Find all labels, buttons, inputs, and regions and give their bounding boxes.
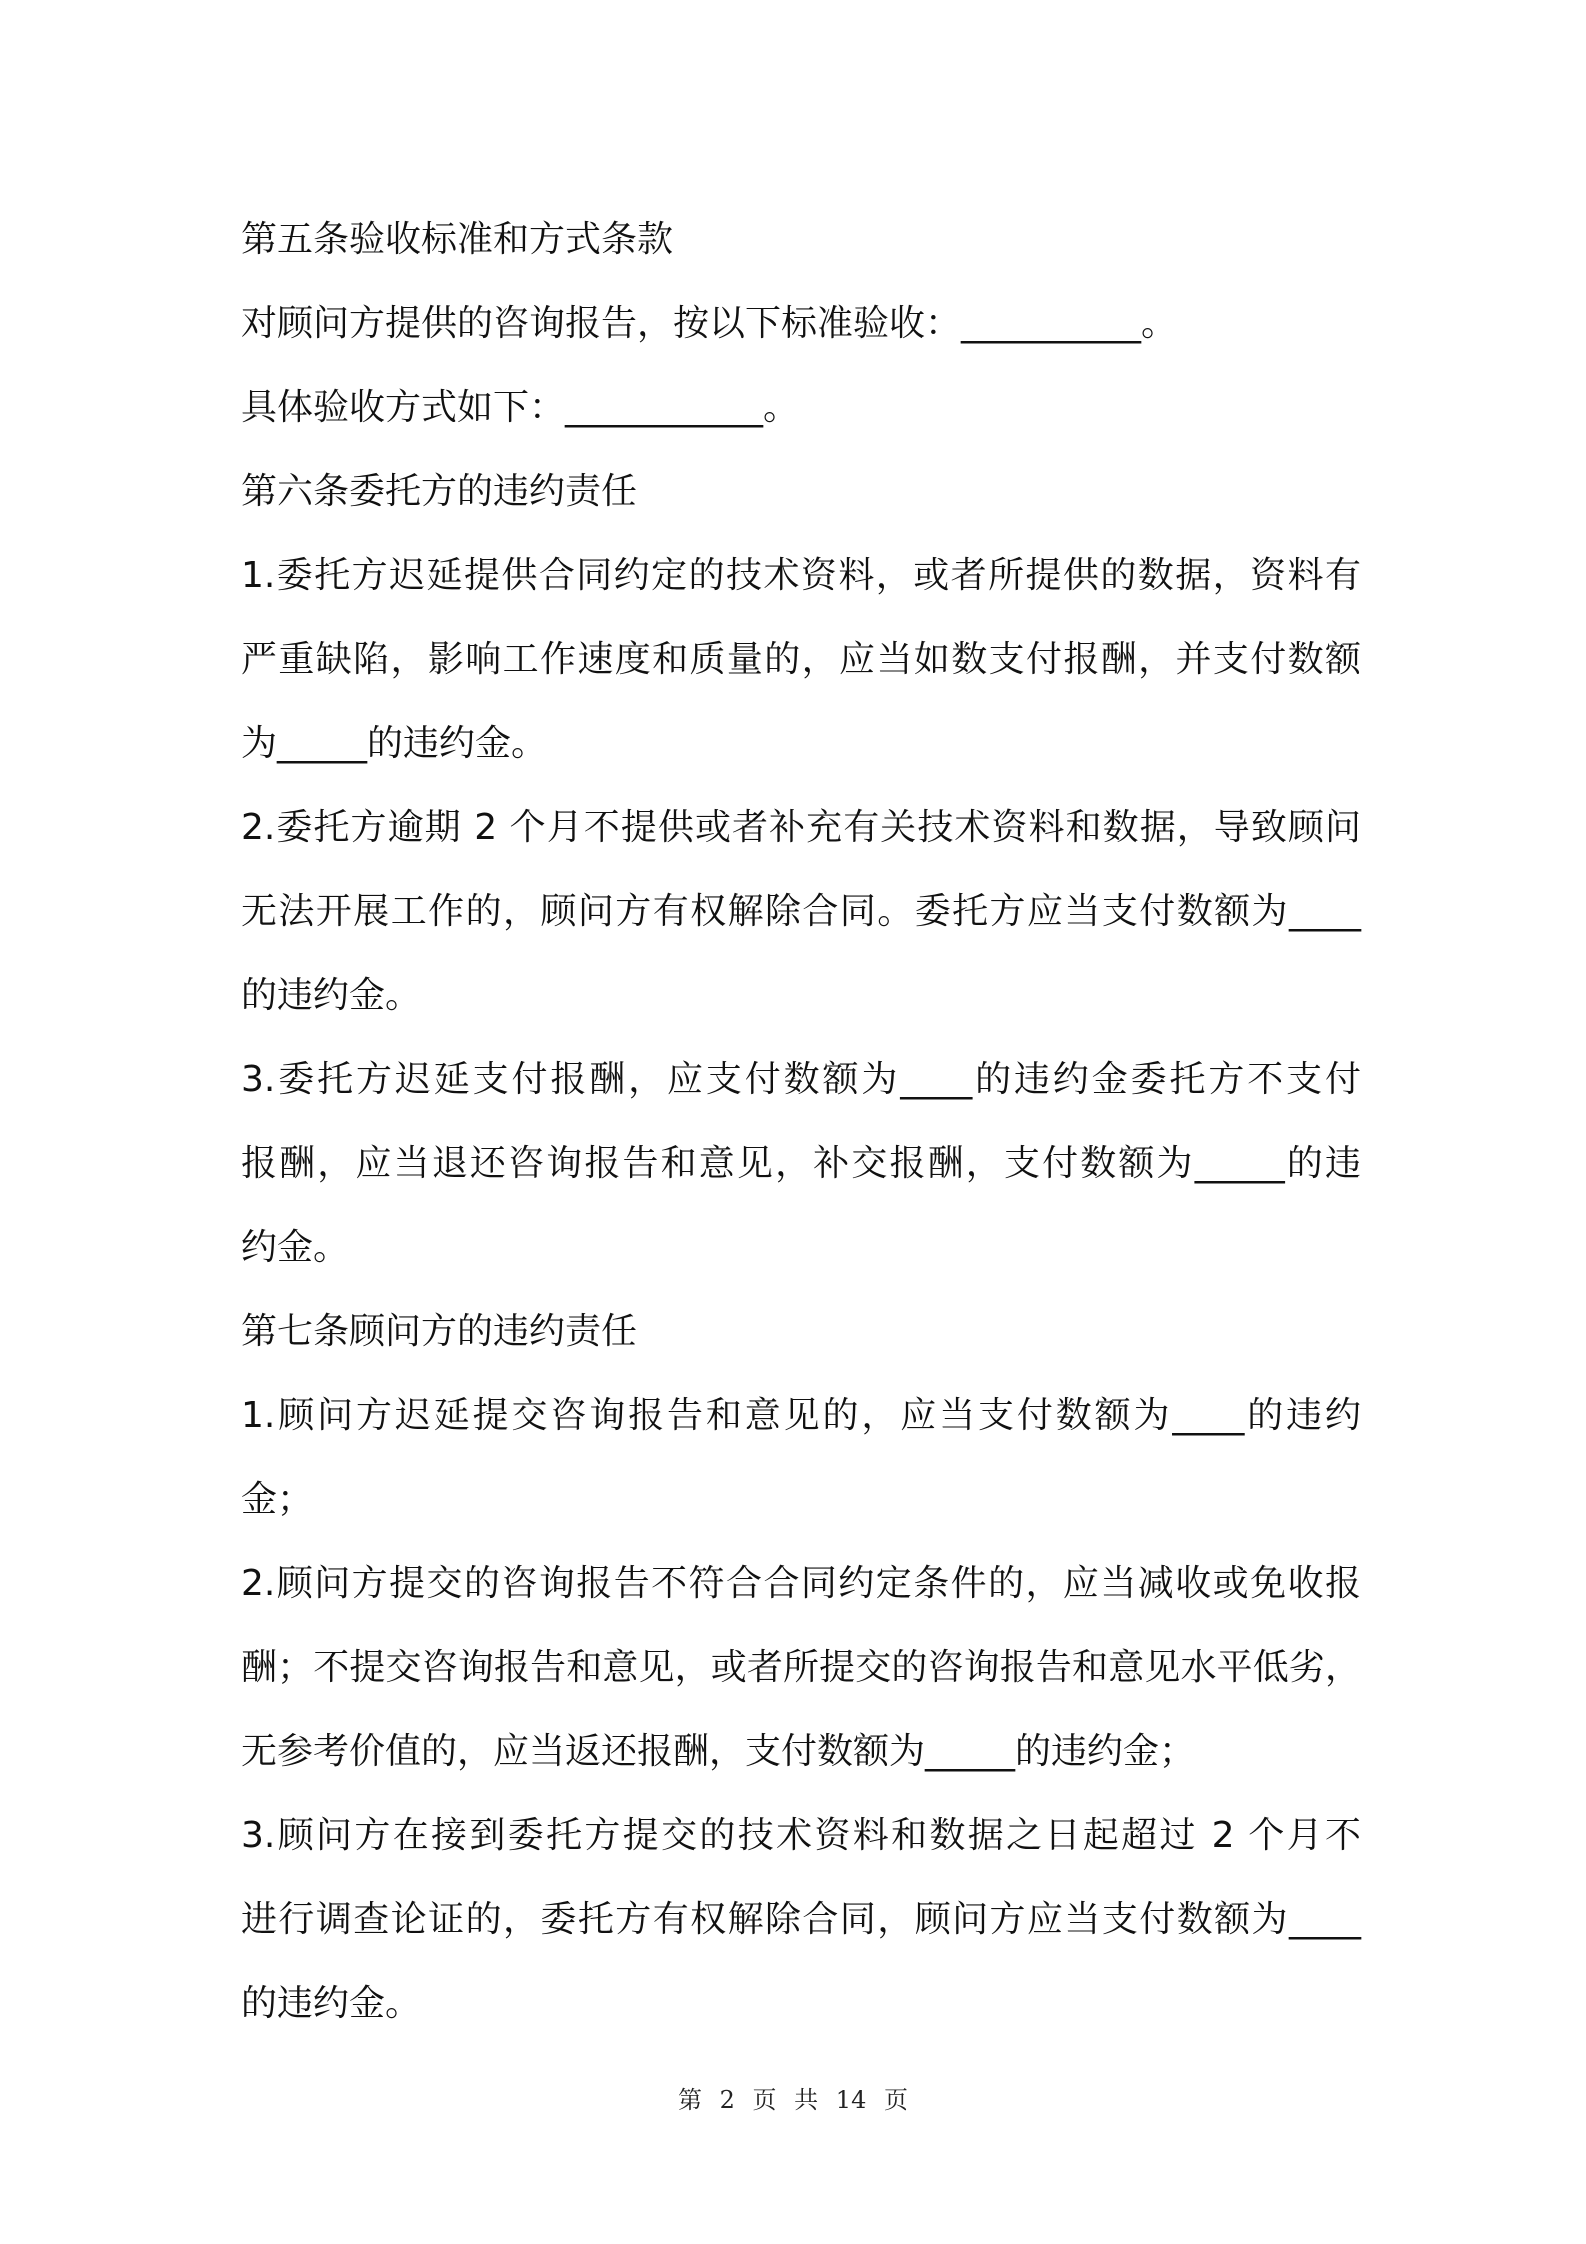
paragraph-line: 1.顾问方迟延提交咨询报告和意见的，应当支付数额为____的违约 (241, 1395, 1361, 1436)
paragraph-line: 无法开展工作的，顾问方有权解除合同。委托方应当支付数额为____ (241, 891, 1361, 932)
paragraph-line: 无参考价值的，应当返还报酬，支付数额为_____的违约金； (241, 1731, 1196, 1772)
paragraph-line: 2.顾问方提交的咨询报告不符合合同约定条件的，应当减收或免收报 (241, 1563, 1361, 1604)
paragraph-line: 酬；不提交咨询报告和意见，或者所提交的咨询报告和意见水平低劣， (241, 1647, 1361, 1688)
document-body (241, 198, 1361, 2046)
page-footer: 第 2 页 共 14 页 (678, 2086, 908, 2114)
paragraph-line: 2.委托方逾期 2 个月不提供或者补充有关技术资料和数据，导致顾问 (241, 807, 1361, 848)
paragraph-line: 金； (241, 1479, 314, 1520)
paragraph-line: 报酬，应当退还咨询报告和意见，补交报酬，支付数额为_____的违 (241, 1143, 1361, 1184)
paragraph-line: 3.委托方迟延支付报酬，应支付数额为____的违约金委托方不支付 (241, 1059, 1361, 1100)
paragraph-line: 具体验收方式如下：___________。 (241, 387, 800, 428)
paragraph-line: 的违约金。 (241, 1983, 422, 2024)
section-heading-6: 第六条委托方的违约责任 (241, 471, 638, 512)
paragraph-line: 的违约金。 (241, 975, 422, 1016)
paragraph-line: 约金。 (241, 1227, 350, 1268)
paragraph-line: 进行调查论证的，委托方有权解除合同，顾问方应当支付数额为____ (241, 1899, 1361, 1940)
paragraph-line: 严重缺陷，影响工作速度和质量的，应当如数支付报酬，并支付数额 (241, 639, 1361, 680)
section-heading-5: 第五条验收标准和方式条款 (241, 219, 674, 260)
paragraph-line: 为_____的违约金。 (241, 723, 548, 764)
paragraph-line: 3.顾问方在接到委托方提交的技术资料和数据之日起超过 2 个月不 (241, 1815, 1361, 1856)
paragraph-line: 对顾问方提供的咨询报告，按以下标准验收：__________。 (241, 303, 1178, 344)
section-heading-7: 第七条顾问方的违约责任 (241, 1311, 638, 1352)
paragraph-line: 1.委托方迟延提供合同约定的技术资料，或者所提供的数据，资料有 (241, 555, 1361, 596)
